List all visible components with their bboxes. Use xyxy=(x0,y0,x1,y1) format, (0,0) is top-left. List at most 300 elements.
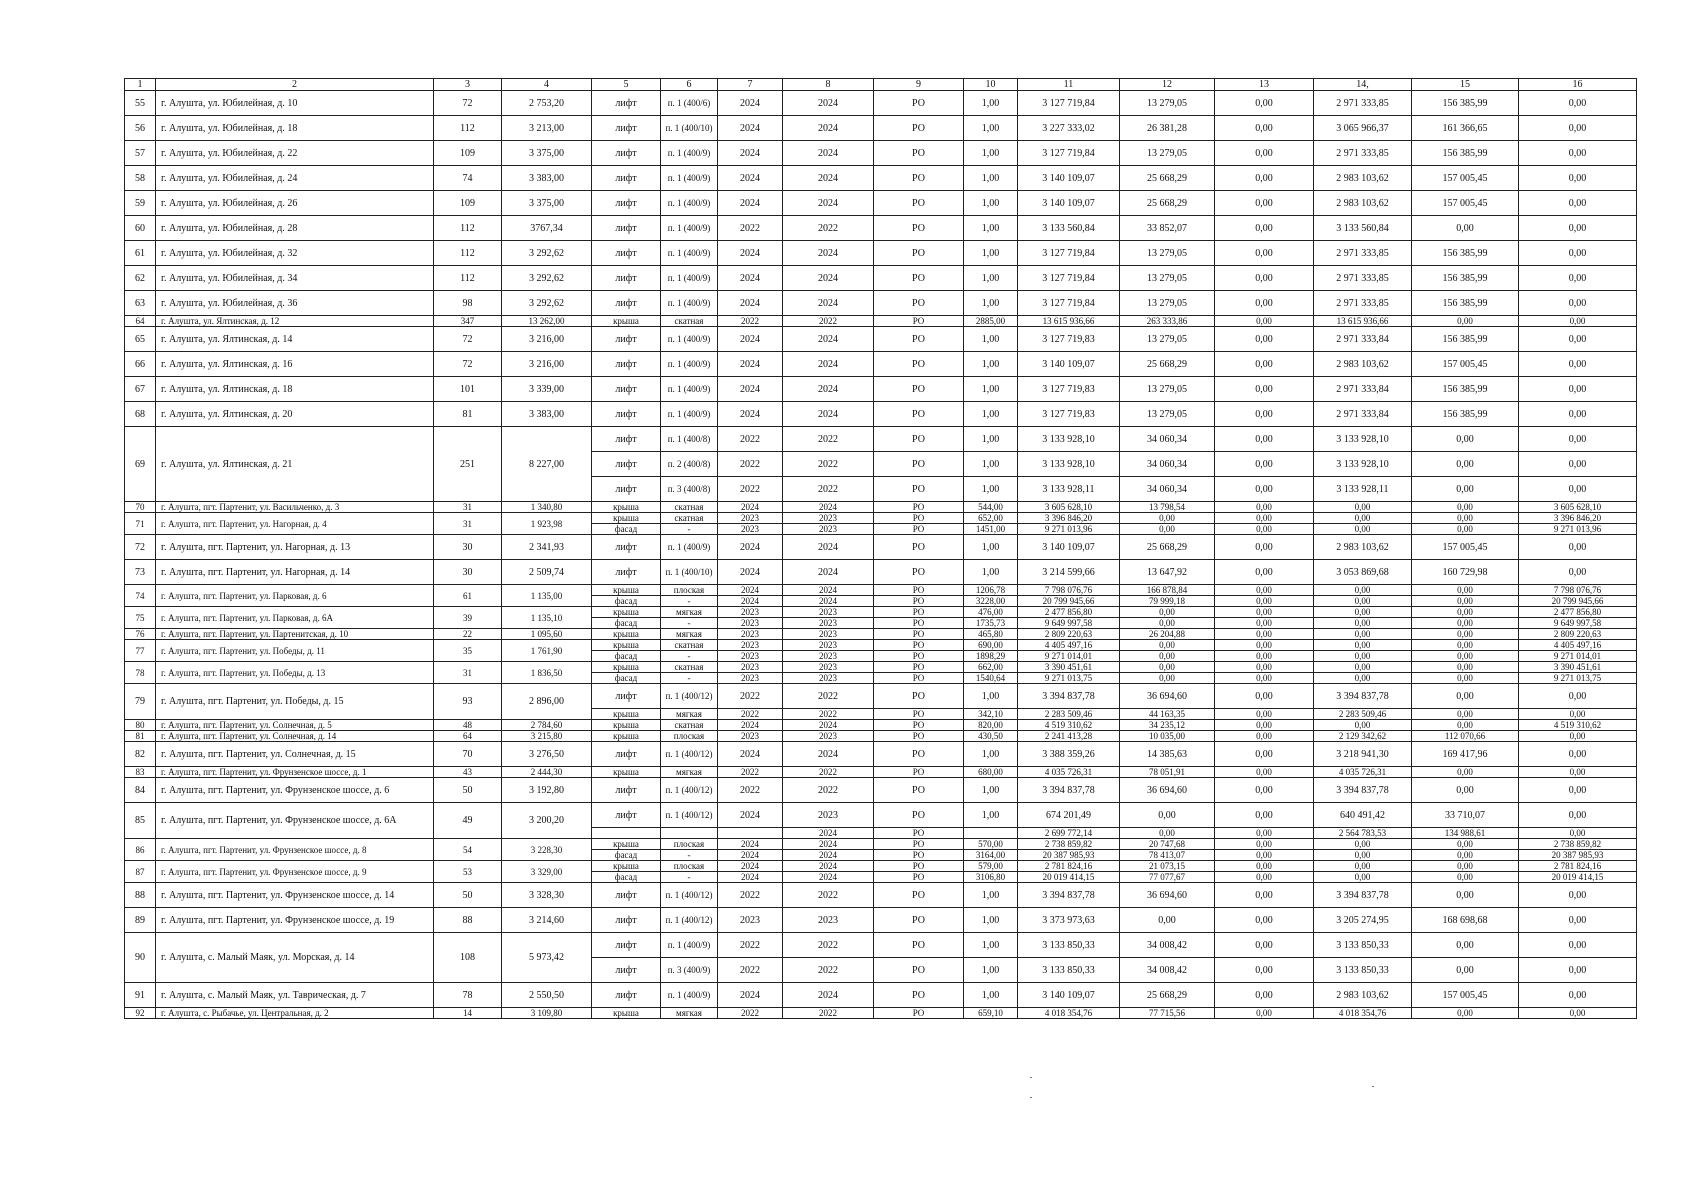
cell-fund-federal: 0,00 xyxy=(1215,684,1314,709)
cell-cost-total: 3 396 846,20 xyxy=(1018,513,1120,524)
cell-program: РО xyxy=(874,803,964,828)
cell-area: 3767,34 xyxy=(502,216,592,241)
cell-fund-owners: 3 390 451,61 xyxy=(1519,662,1637,673)
table-row xyxy=(125,560,1637,585)
cell-fund-federal: 0,00 xyxy=(1215,216,1314,241)
cell-year-work: 2024 xyxy=(783,402,874,427)
cell-program: РО xyxy=(874,618,964,629)
cell-fund-local: 0,00 xyxy=(1412,513,1519,524)
cell-area: 3 192,80 xyxy=(502,778,592,803)
table-row xyxy=(125,316,1637,327)
cell-fund-regional: 0,00 xyxy=(1314,513,1412,524)
cell-work-subtype: плоская xyxy=(661,839,718,850)
cell-fund-owners: 0,00 xyxy=(1519,291,1637,316)
cell-year-work: 2022 xyxy=(783,452,874,477)
cell-cost-total: 2 477 856,80 xyxy=(1018,607,1120,618)
cell-fund-regional: 3 133 560,84 xyxy=(1314,216,1412,241)
cell-address: г. Алушта, пгт. Партенит, ул. Фрунзенское шоссе, д. 1 xyxy=(156,767,434,778)
cell-work-subtype: п. 1 (400/12) xyxy=(661,684,718,709)
cell-work-subtype xyxy=(661,828,718,839)
cell-row-number: 81 xyxy=(125,731,156,742)
cell-area: 2 753,20 xyxy=(502,91,592,116)
cell-apartments: 101 xyxy=(434,377,502,402)
cell-cost-total: 9 271 013,96 xyxy=(1018,524,1120,535)
cell-work-subtype: - xyxy=(661,524,718,535)
cell-work-subtype: - xyxy=(661,651,718,662)
table-row xyxy=(125,933,1637,958)
cell-fund-owners: 0,00 xyxy=(1519,742,1637,767)
cell-fund-regional: 3 133 850,33 xyxy=(1314,958,1412,983)
cell-year-work: 2024 xyxy=(783,291,874,316)
table-row xyxy=(125,327,1637,352)
cell-fund-federal: 0,00 xyxy=(1215,778,1314,803)
cell-fund-regional: 2 983 103,62 xyxy=(1314,166,1412,191)
cell-fund-regional: 0,00 xyxy=(1314,861,1412,872)
cell-fund-owners: 0,00 xyxy=(1519,908,1637,933)
cell-fund-federal: 0,00 xyxy=(1215,596,1314,607)
cell-work-subtype: п. 1 (400/9) xyxy=(661,216,718,241)
cell-cost-design: 166 878,84 xyxy=(1120,585,1215,596)
cell-year-plan: 2022 xyxy=(718,767,783,778)
cell-year-work: 2023 xyxy=(783,731,874,742)
cell-fund-local: 0,00 xyxy=(1412,477,1519,502)
cell-apartments: 61 xyxy=(434,585,502,607)
cell-work-type: лифт xyxy=(592,883,661,908)
cell-volume: 1,00 xyxy=(964,116,1018,141)
cell-fund-owners: 0,00 xyxy=(1519,767,1637,778)
cell-work-type: лифт xyxy=(592,216,661,241)
col-header-10: 10 xyxy=(964,79,1018,91)
table-row xyxy=(125,116,1637,141)
table-row xyxy=(125,216,1637,241)
cell-area: 2 550,50 xyxy=(502,983,592,1008)
cell-volume: 1540,64 xyxy=(964,673,1018,684)
cell-fund-local: 0,00 xyxy=(1412,883,1519,908)
cell-fund-federal: 0,00 xyxy=(1215,1008,1314,1019)
cell-year-plan: 2022 xyxy=(718,316,783,327)
cell-work-subtype: п. 1 (400/9) xyxy=(661,266,718,291)
cell-work-type: лифт xyxy=(592,402,661,427)
cell-area: 1 340,80 xyxy=(502,502,592,513)
cell-area: 1 923,98 xyxy=(502,513,592,535)
cell-fund-regional: 2 971 333,85 xyxy=(1314,291,1412,316)
cell-program: РО xyxy=(874,535,964,560)
cell-cost-design: 0,00 xyxy=(1120,828,1215,839)
cell-program: РО xyxy=(874,116,964,141)
cell-year-work: 2022 xyxy=(783,427,874,452)
cell-year-work: 2024 xyxy=(783,839,874,850)
cell-fund-federal: 0,00 xyxy=(1215,535,1314,560)
cell-year-work: 2024 xyxy=(783,983,874,1008)
cell-volume: 1,00 xyxy=(964,883,1018,908)
cell-year-plan: 2024 xyxy=(718,116,783,141)
cell-address: г. Алушта, пгт. Партенит, ул. Победы, д. 13 xyxy=(156,662,434,684)
cell-area: 1 761,90 xyxy=(502,640,592,662)
cell-work-subtype: п. 1 (400/12) xyxy=(661,778,718,803)
cell-fund-federal: 0,00 xyxy=(1215,141,1314,166)
cell-fund-federal: 0,00 xyxy=(1215,427,1314,452)
cell-row-number: 66 xyxy=(125,352,156,377)
cell-program: РО xyxy=(874,850,964,861)
cell-year-work: 2022 xyxy=(783,933,874,958)
cell-year-plan: 2024 xyxy=(718,585,783,596)
cell-work-subtype: п. 1 (400/9) xyxy=(661,141,718,166)
cell-fund-local: 0,00 xyxy=(1412,767,1519,778)
col-header-11: 11 xyxy=(1018,79,1120,91)
cell-fund-local: 0,00 xyxy=(1412,861,1519,872)
cell-fund-local: 0,00 xyxy=(1412,684,1519,709)
cell-apartments: 112 xyxy=(434,116,502,141)
cell-work-type: лифт xyxy=(592,377,661,402)
cell-fund-regional: 3 065 966,37 xyxy=(1314,116,1412,141)
cell-cost-total: 3 127 719,83 xyxy=(1018,377,1120,402)
cell-work-type: лифт xyxy=(592,116,661,141)
cell-fund-owners: 4 405 497,16 xyxy=(1519,640,1637,651)
cell-cost-total: 3 214 599,66 xyxy=(1018,560,1120,585)
cell-apartments: 43 xyxy=(434,767,502,778)
cell-year-plan: 2024 xyxy=(718,596,783,607)
cell-row-number: 67 xyxy=(125,377,156,402)
cell-fund-local: 0,00 xyxy=(1412,778,1519,803)
cell-fund-owners: 0,00 xyxy=(1519,402,1637,427)
cell-address: г. Алушта, пгт. Партенит, ул. Фрунзенское шоссе, д. 9 xyxy=(156,861,434,883)
cell-program: РО xyxy=(874,861,964,872)
cell-work-type: крыша xyxy=(592,629,661,640)
cell-fund-federal: 0,00 xyxy=(1215,720,1314,731)
cell-work-subtype: п. 3 (400/8) xyxy=(661,477,718,502)
cell-program: РО xyxy=(874,607,964,618)
cell-year-work: 2022 xyxy=(783,709,874,720)
cell-cost-total: 674 201,49 xyxy=(1018,803,1120,828)
cell-fund-local: 33 710,07 xyxy=(1412,803,1519,828)
cell-volume: 1,00 xyxy=(964,352,1018,377)
cell-volume: 1,00 xyxy=(964,402,1018,427)
cell-fund-owners: 0,00 xyxy=(1519,958,1637,983)
cell-fund-local: 0,00 xyxy=(1412,607,1519,618)
cell-address: г. Алушта, ул. Юбилейная, д. 28 xyxy=(156,216,434,241)
cell-fund-local: 0,00 xyxy=(1412,216,1519,241)
cell-work-subtype: мягкая xyxy=(661,767,718,778)
cell-fund-regional: 0,00 xyxy=(1314,607,1412,618)
cell-work-type: фасад xyxy=(592,618,661,629)
cell-work-type: лифт xyxy=(592,535,661,560)
cell-fund-federal: 0,00 xyxy=(1215,524,1314,535)
cell-work-type: лифт xyxy=(592,91,661,116)
table-row xyxy=(125,883,1637,908)
cell-cost-total: 3 140 109,07 xyxy=(1018,166,1120,191)
cell-year-work: 2024 xyxy=(783,872,874,883)
cell-cost-design: 13 279,05 xyxy=(1120,91,1215,116)
cell-year-work: 2022 xyxy=(783,883,874,908)
cell-address: г. Алушта, пгт. Партенит, ул. Победы, д. 15 xyxy=(156,684,434,720)
cell-year-plan: 2024 xyxy=(718,742,783,767)
cell-year-plan: 2022 xyxy=(718,709,783,720)
cell-year-plan: 2022 xyxy=(718,933,783,958)
cell-work-subtype: п. 1 (400/12) xyxy=(661,742,718,767)
table-row xyxy=(125,908,1637,933)
cell-fund-owners: 3 605 628,10 xyxy=(1519,502,1637,513)
cell-cost-total: 2 241 413,28 xyxy=(1018,731,1120,742)
cell-program: РО xyxy=(874,477,964,502)
cell-address: г. Алушта, пгт. Партенит, ул. Победы, д. 11 xyxy=(156,640,434,662)
cell-apartments: 48 xyxy=(434,720,502,731)
cell-fund-owners: 0,00 xyxy=(1519,477,1637,502)
cell-apartments: 251 xyxy=(434,427,502,502)
cell-fund-regional: 0,00 xyxy=(1314,839,1412,850)
cell-address: г. Алушта, ул. Юбилейная, д. 10 xyxy=(156,91,434,116)
cell-fund-federal: 0,00 xyxy=(1215,662,1314,673)
table-row xyxy=(125,402,1637,427)
cell-fund-regional: 2 971 333,85 xyxy=(1314,141,1412,166)
cell-year-plan: 2024 xyxy=(718,402,783,427)
cell-volume: 1,00 xyxy=(964,191,1018,216)
col-header-9: 9 xyxy=(874,79,964,91)
cell-work-type: лифт xyxy=(592,684,661,709)
cell-cost-design: 0,00 xyxy=(1120,607,1215,618)
cell-fund-federal: 0,00 xyxy=(1215,191,1314,216)
cell-fund-regional: 0,00 xyxy=(1314,850,1412,861)
cell-row-number: 72 xyxy=(125,535,156,560)
cell-apartments: 112 xyxy=(434,241,502,266)
cell-volume: 680,00 xyxy=(964,767,1018,778)
cell-cost-total: 4 405 497,16 xyxy=(1018,640,1120,651)
col-header-16: 16 xyxy=(1519,79,1637,91)
cell-year-plan: 2024 xyxy=(718,191,783,216)
cell-year-plan: 2024 xyxy=(718,502,783,513)
cell-year-work: 2024 xyxy=(783,535,874,560)
cell-fund-owners: 0,00 xyxy=(1519,241,1637,266)
cell-work-type: крыша xyxy=(592,502,661,513)
cell-fund-owners: 0,00 xyxy=(1519,560,1637,585)
cell-program: РО xyxy=(874,402,964,427)
col-header-4: 4 xyxy=(502,79,592,91)
cell-year-plan: 2022 xyxy=(718,216,783,241)
cell-apartments: 49 xyxy=(434,803,502,839)
cell-work-subtype: скатная xyxy=(661,662,718,673)
cell-fund-owners: 4 519 310,62 xyxy=(1519,720,1637,731)
cell-cost-design: 0,00 xyxy=(1120,651,1215,662)
cell-cost-design: 25 668,29 xyxy=(1120,535,1215,560)
cell-program: РО xyxy=(874,908,964,933)
cell-work-subtype: плоская xyxy=(661,861,718,872)
cell-volume: 3228,00 xyxy=(964,596,1018,607)
cell-year-plan: 2024 xyxy=(718,861,783,872)
cell-volume: 1,00 xyxy=(964,958,1018,983)
cell-apartments: 98 xyxy=(434,291,502,316)
cell-work-subtype: п. 1 (400/10) xyxy=(661,560,718,585)
cell-address: г. Алушта, пгт. Партенит, ул. Фрунзенское шоссе, д. 19 xyxy=(156,908,434,933)
cell-year-plan: 2024 xyxy=(718,872,783,883)
cell-fund-regional: 3 133 928,10 xyxy=(1314,427,1412,452)
cell-cost-design: 13 647,92 xyxy=(1120,560,1215,585)
cell-row-number: 76 xyxy=(125,629,156,640)
cell-cost-total: 3 127 719,84 xyxy=(1018,91,1120,116)
cell-cost-design: 79 999,18 xyxy=(1120,596,1215,607)
cell-fund-local: 0,00 xyxy=(1412,709,1519,720)
cell-program: РО xyxy=(874,958,964,983)
cell-fund-regional: 0,00 xyxy=(1314,629,1412,640)
cell-cost-design: 36 694,60 xyxy=(1120,684,1215,709)
cell-work-subtype: п. 1 (400/12) xyxy=(661,908,718,933)
cell-work-subtype: плоская xyxy=(661,731,718,742)
cell-volume: 1,00 xyxy=(964,560,1018,585)
cell-fund-local: 160 729,98 xyxy=(1412,560,1519,585)
cell-row-number: 78 xyxy=(125,662,156,684)
cell-cost-total: 3 133 560,84 xyxy=(1018,216,1120,241)
cell-volume: 1451,00 xyxy=(964,524,1018,535)
cell-apartments: 50 xyxy=(434,778,502,803)
cell-row-number: 69 xyxy=(125,427,156,502)
cell-area: 3 228,30 xyxy=(502,839,592,861)
cell-apartments: 64 xyxy=(434,731,502,742)
cell-volume: 1,00 xyxy=(964,933,1018,958)
col-header-3: 3 xyxy=(434,79,502,91)
cell-cost-design: 26 381,28 xyxy=(1120,116,1215,141)
cell-year-work: 2024 xyxy=(783,191,874,216)
cell-fund-owners: 9 271 013,75 xyxy=(1519,673,1637,684)
cell-year-work: 2023 xyxy=(783,803,874,828)
cell-address: г. Алушта, пгт. Партенит, ул. Солнечная, д. 14 xyxy=(156,731,434,742)
cell-fund-regional: 0,00 xyxy=(1314,524,1412,535)
cell-apartments: 50 xyxy=(434,883,502,908)
cell-cost-total: 3 133 850,33 xyxy=(1018,958,1120,983)
cell-program: РО xyxy=(874,640,964,651)
cell-address: г. Алушта, пгт. Партенит, ул. Нагорная, д. 14 xyxy=(156,560,434,585)
table-row xyxy=(125,535,1637,560)
cell-year-work: 2024 xyxy=(783,91,874,116)
cell-area: 3 200,20 xyxy=(502,803,592,839)
cell-work-subtype: - xyxy=(661,596,718,607)
cell-fund-federal: 0,00 xyxy=(1215,983,1314,1008)
cell-work-subtype: п. 1 (400/9) xyxy=(661,535,718,560)
cell-fund-owners: 7 798 076,76 xyxy=(1519,585,1637,596)
cell-year-plan: 2024 xyxy=(718,166,783,191)
cell-row-number: 89 xyxy=(125,908,156,933)
cell-work-subtype: п. 1 (400/9) xyxy=(661,241,718,266)
table-row xyxy=(125,731,1637,742)
cell-work-type: крыша xyxy=(592,585,661,596)
cell-work-type: крыша xyxy=(592,1008,661,1019)
cell-year-plan: 2023 xyxy=(718,629,783,640)
cell-row-number: 71 xyxy=(125,513,156,535)
cell-program: РО xyxy=(874,291,964,316)
cell-fund-regional: 2 971 333,84 xyxy=(1314,377,1412,402)
cell-year-plan: 2024 xyxy=(718,560,783,585)
cell-program: РО xyxy=(874,216,964,241)
cell-address: г. Алушта, пгт. Партенит, ул. Парковая, д. 6 xyxy=(156,585,434,607)
cell-fund-local: 0,00 xyxy=(1412,524,1519,535)
cell-cost-design: 0,00 xyxy=(1120,662,1215,673)
cell-cost-total: 20 799 945,66 xyxy=(1018,596,1120,607)
cell-year-work: 2024 xyxy=(783,116,874,141)
cell-fund-local: 157 005,45 xyxy=(1412,191,1519,216)
table-row xyxy=(125,640,1637,651)
cell-fund-federal: 0,00 xyxy=(1215,731,1314,742)
cell-fund-regional: 0,00 xyxy=(1314,673,1412,684)
cell-fund-federal: 0,00 xyxy=(1215,452,1314,477)
cell-work-type: крыша xyxy=(592,861,661,872)
cell-year-work: 2023 xyxy=(783,662,874,673)
cell-apartments: 74 xyxy=(434,166,502,191)
cell-address: г. Алушта, ул. Юбилейная, д. 26 xyxy=(156,191,434,216)
cell-year-plan: 2024 xyxy=(718,327,783,352)
cell-row-number: 68 xyxy=(125,402,156,427)
cell-apartments: 39 xyxy=(434,607,502,629)
cell-row-number: 84 xyxy=(125,778,156,803)
cell-row-number: 58 xyxy=(125,166,156,191)
cell-year-plan: 2024 xyxy=(718,535,783,560)
cell-work-subtype: - xyxy=(661,872,718,883)
cell-fund-regional: 2 283 509,46 xyxy=(1314,709,1412,720)
col-header-7: 7 xyxy=(718,79,783,91)
cell-program: РО xyxy=(874,778,964,803)
cell-fund-local: 161 366,65 xyxy=(1412,116,1519,141)
cell-work-type: лифт xyxy=(592,141,661,166)
cell-address: г. Алушта, пгт. Партенит, ул. Солнечная, д. 15 xyxy=(156,742,434,767)
cell-volume: 662,00 xyxy=(964,662,1018,673)
cell-fund-owners: 9 271 014,01 xyxy=(1519,651,1637,662)
cell-work-subtype: п. 1 (400/12) xyxy=(661,883,718,908)
cell-work-subtype: мягкая xyxy=(661,1008,718,1019)
cell-cost-design: 0,00 xyxy=(1120,618,1215,629)
cell-fund-local: 157 005,45 xyxy=(1412,166,1519,191)
cell-volume: 544,00 xyxy=(964,502,1018,513)
cell-work-type: крыша xyxy=(592,720,661,731)
cell-year-work: 2022 xyxy=(783,216,874,241)
cell-work-type: фасад xyxy=(592,850,661,861)
cell-year-work: 2022 xyxy=(783,778,874,803)
cell-program: РО xyxy=(874,141,964,166)
cell-work-subtype: п. 1 (400/9) xyxy=(661,291,718,316)
cell-volume: 1,00 xyxy=(964,742,1018,767)
cell-fund-regional: 2 971 333,84 xyxy=(1314,327,1412,352)
cell-fund-federal: 0,00 xyxy=(1215,673,1314,684)
cell-program: РО xyxy=(874,662,964,673)
cell-area: 3 383,00 xyxy=(502,402,592,427)
cell-work-subtype: п. 1 (400/9) xyxy=(661,166,718,191)
cell-year-work: 2022 xyxy=(783,767,874,778)
cell-cost-total: 20 019 414,15 xyxy=(1018,872,1120,883)
cell-address: г. Алушта, ул. Юбилейная, д. 22 xyxy=(156,141,434,166)
cell-work-type: лифт xyxy=(592,958,661,983)
cell-fund-owners: 9 271 013,96 xyxy=(1519,524,1637,535)
cell-row-number: 62 xyxy=(125,266,156,291)
cell-cost-total: 3 133 928,11 xyxy=(1018,477,1120,502)
cell-volume: 2885,00 xyxy=(964,316,1018,327)
cell-apartments: 35 xyxy=(434,640,502,662)
cell-year-plan: 2023 xyxy=(718,640,783,651)
cell-year-work: 2024 xyxy=(783,377,874,402)
cell-cost-total: 3 127 719,84 xyxy=(1018,266,1120,291)
cell-work-type: лифт xyxy=(592,560,661,585)
cell-work-type: лифт xyxy=(592,266,661,291)
cell-cost-design: 26 204,88 xyxy=(1120,629,1215,640)
cell-cost-design: 0,00 xyxy=(1120,803,1215,828)
cell-volume: 1,00 xyxy=(964,216,1018,241)
cell-apartments: 109 xyxy=(434,141,502,166)
cell-year-plan: 2022 xyxy=(718,958,783,983)
cell-cost-total: 3 133 850,33 xyxy=(1018,933,1120,958)
cell-program: РО xyxy=(874,1008,964,1019)
cell-fund-owners: 0,00 xyxy=(1519,731,1637,742)
cell-fund-local: 0,00 xyxy=(1412,662,1519,673)
cell-year-plan: 2023 xyxy=(718,607,783,618)
cell-volume: 1,00 xyxy=(964,241,1018,266)
cell-year-plan: 2024 xyxy=(718,850,783,861)
cell-work-type: лифт xyxy=(592,241,661,266)
cell-work-subtype: п. 1 (400/9) xyxy=(661,983,718,1008)
table-row xyxy=(125,803,1637,828)
